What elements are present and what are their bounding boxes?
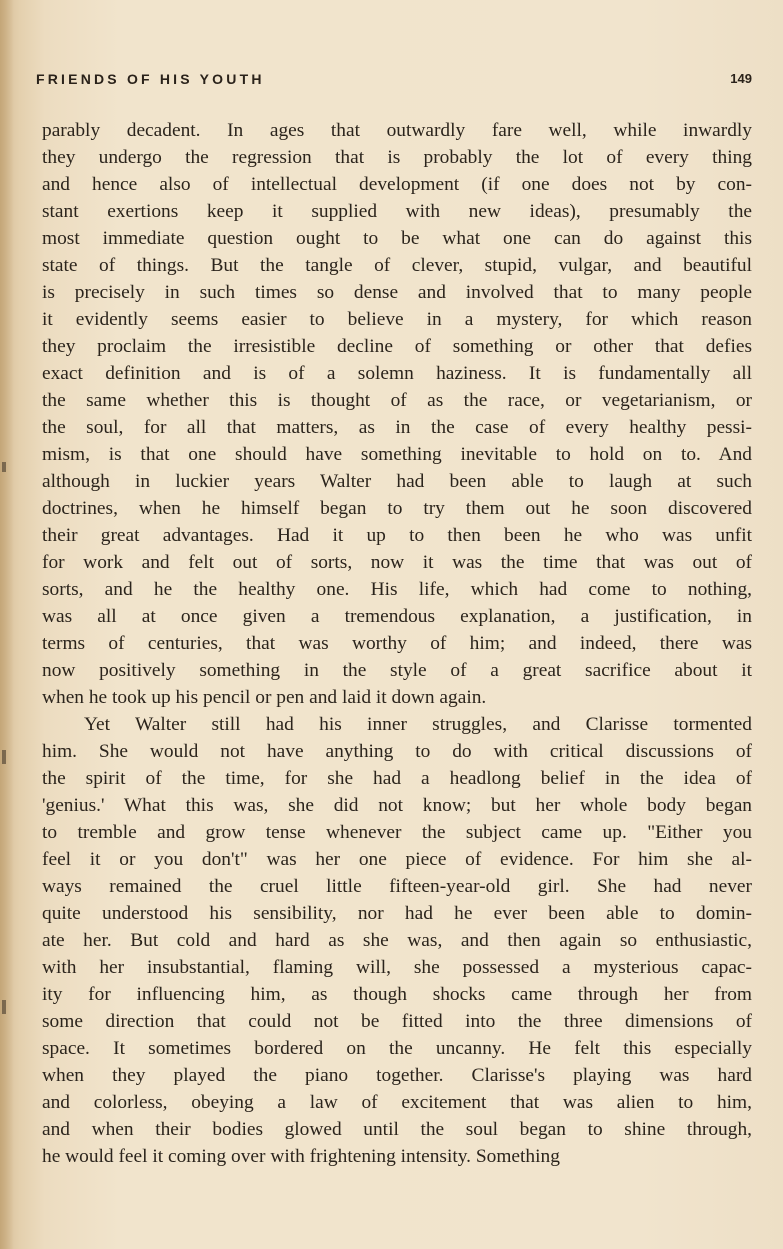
text-line: their great advantages. Had it up to then been he who was unfit [42,525,752,546]
text-line: to tremble and grow tense whenever the subject came up. "Either you [42,822,752,843]
text-line: when they played the piano together. Clarisse's playing was hard [42,1065,752,1086]
text-line: and hence also of intellectual development (if one does not by con- [42,174,752,195]
text-line: the spirit of the time, for she had a headlong belief in the idea of [42,768,752,789]
running-head [36,71,752,95]
paragraph [42,711,752,1170]
text-line: state of things. But the tangle of clever, stupid, vulgar, and beautiful [42,255,752,276]
text-line: terms of centuries, that was worthy of him; and indeed, there was [42,633,752,654]
body-text [42,117,752,1170]
page-number: 149 [730,71,752,86]
text-line: most immediate question ought to be what one can do against this [42,228,752,249]
text-line: is precisely in such times so dense and involved that to many people [42,282,752,303]
text-line: they proclaim the irresistible decline of something or other that defies [42,336,752,357]
text-line: the soul, for all that matters, as in the case of every healthy pessi- [42,417,752,438]
text-line: 'genius.' What this was, she did not know; but her whole body began [42,795,752,816]
text-line: feel it or you don't" was her one piece of evidence. For him she al- [42,849,752,870]
text-line: the same whether this is thought of as the race, or vegetarianism, or [42,390,752,411]
text-line: ate her. But cold and hard as she was, and then again so enthusiastic, [42,930,752,951]
text-line: quite understood his sensibility, nor had he ever been able to domin- [42,903,752,924]
text-line: mism, is that one should have something inevitable to hold on to. And [42,444,752,465]
text-line: some direction that could not be fitted into the three dimensions of [42,1011,752,1032]
running-head-title: FRIENDS OF HIS YOUTH [36,71,265,87]
margin-mark [2,1000,6,1014]
text-line: exact definition and is of a solemn haziness. It is fundamentally all [42,363,752,384]
text-line: Yet Walter still had his inner struggles, and Clarisse tormented [84,714,752,735]
text-line: sorts, and he the healthy one. His life, which had come to nothing, [42,579,752,600]
text-line: parably decadent. In ages that outwardly fare well, while inwardly [42,120,752,141]
paragraph [42,117,752,711]
text-line: ity for influencing him, as though shocks came through her from [42,984,752,1005]
text-line: and when their bodies glowed until the soul began to shine through, [42,1119,752,1140]
spine-shadow [0,0,14,1249]
text-line: stant exertions keep it supplied with new ideas), presumably the [42,201,752,222]
text-line: although in luckier years Walter had been able to laugh at such [42,471,752,492]
text-line: now positively something in the style of a great sacrifice about it [42,660,752,681]
text-line: he would feel it coming over with frightening intensity. Something [42,1146,560,1167]
text-line: ways remained the cruel little fifteen-year-old girl. She had never [42,876,752,897]
text-line: and colorless, obeying a law of excitement that was alien to him, [42,1092,752,1113]
text-line: when he took up his pencil or pen and laid it down again. [42,687,487,708]
margin-mark [2,462,6,472]
text-line: him. She would not have anything to do with critical discussions of [42,741,752,762]
text-line: space. It sometimes bordered on the uncanny. He felt this especially [42,1038,752,1059]
text-line: they undergo the regression that is probably the lot of every thing [42,147,752,168]
margin-mark [2,750,6,764]
text-line: it evidently seems easier to believe in a mystery, for which reason [42,309,752,330]
text-line: with her insubstantial, flaming will, she possessed a mysterious capac- [42,957,752,978]
text-line: for work and felt out of sorts, now it was the time that was out of [42,552,752,573]
text-line: doctrines, when he himself began to try them out he soon discovered [42,498,752,519]
text-line: was all at once given a tremendous explanation, a justification, in [42,606,752,627]
